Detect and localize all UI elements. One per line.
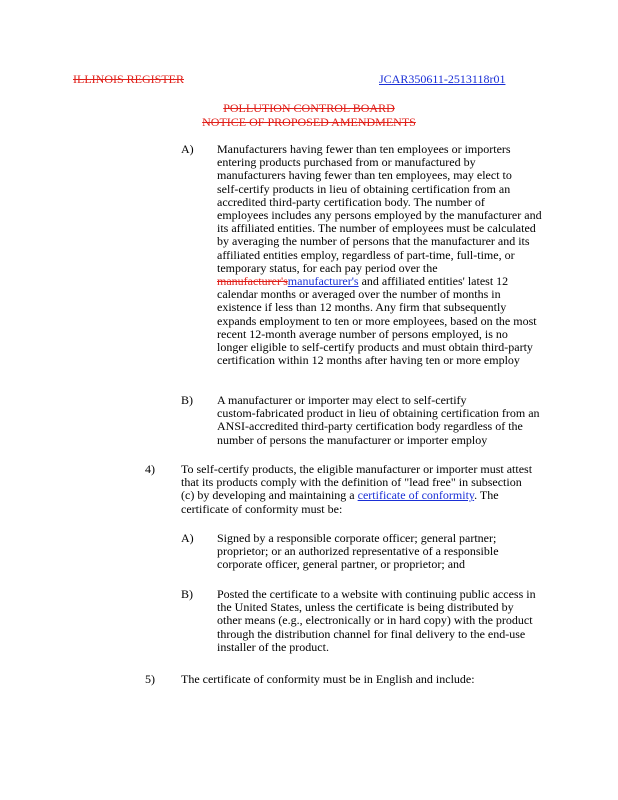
item-label: A) (181, 142, 194, 156)
paragraph-5-english: The certificate of conformity must be in English and include: (181, 672, 475, 686)
paragraph-text: . The certificate of conformity must be: (181, 488, 499, 516)
deleted-text: manufacturer's (217, 274, 288, 289)
item-label: B) (181, 393, 193, 407)
paragraph-b-custom: A manufacturer or importer may elect to self-certify custom-fabricated product in lieu of obtaining certification from an ANSI-accredited third-party certification body regardless of the number of persons the manufacturer or importer employ (217, 393, 540, 447)
jcar-code: JCAR350611-2513118r01 (379, 72, 506, 86)
register-title: ILLINOIS REGISTER (73, 72, 184, 86)
item-label: 5) (145, 672, 155, 686)
paragraph-a-signed: Signed by a responsible corporate officer; general partner; proprietor; or an authorized representative of a responsible corporate officer, general partner, or proprietor; and (217, 531, 499, 572)
paragraph-text: and affiliated entities' latest 12 calendar months or averaged over the number of months in existence if less than 12 months. Any firm that subsequently expands employment to ten or more employees, based on the most recent 12-month average number of persons employed, is no longer eligible to self-certify products and must obtain third-party certification within 12 months after having ten or more employ (217, 274, 537, 368)
inserted-text: manufacturer's (287, 274, 359, 289)
notice-title: NOTICE OF PROPOSED AMENDMENTS (202, 115, 416, 129)
inserted-text: certificate of conformity (357, 488, 475, 503)
item-label: B) (181, 587, 193, 601)
item-label: A) (181, 531, 194, 545)
board-title: POLLUTION CONTROL BOARD (223, 101, 395, 115)
paragraph-b-posted: Posted the certificate to a website with continuing public access in the United States, unless the certificate is being distributed by other means (e.g., electronically or in hard copy) with the product through the distribution channel for final delivery to the end-use installer of the product. (217, 587, 536, 654)
paragraph-text: To self-certify products, the eligible manufacturer or importer must attest that its products comply with the definition of "lead free" in subsection (c) by developing and maintaining a (181, 462, 533, 503)
paragraph-a-employees (217, 143, 587, 367)
paragraph-text: Manufacturers having fewer than ten employees or importers entering products purchased from or manufactured by manufacturers having fewer than ten employees, may elect to self-certify products in lieu of obtaining certification from an accredited third-party certification body. The number of employees includes any persons employed by the manufacturer and its affiliated entities. The number of employees must be calculated by averaging the number of persons that the manufacturer and its affiliated entities employ, regardless of part-time, full-time, or temporary status, for each pay period over the (217, 142, 542, 275)
paragraph-4-self-certify (181, 463, 586, 516)
item-label: 4) (145, 462, 155, 476)
